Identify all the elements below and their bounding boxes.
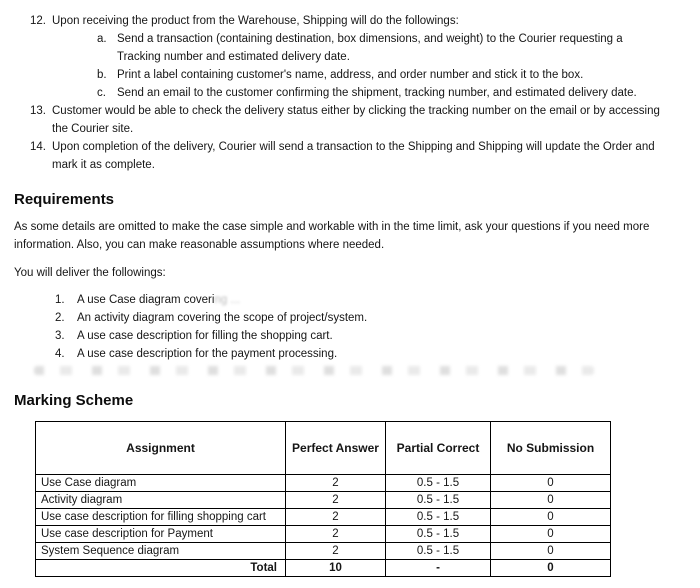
deliverable-text: A use case description for filling the shopping cart. xyxy=(77,330,333,342)
table-cell: Use case description for filling shopping cart xyxy=(36,509,286,526)
deliverable-item xyxy=(55,291,666,309)
list-text: Customer would be able to check the delivery status either by clicking the tracking number on the email or by accessing the Courier site. xyxy=(52,105,660,135)
table-total-row xyxy=(36,560,611,577)
list-number: 2. xyxy=(55,312,65,324)
table-cell: 0.5 - 1.5 xyxy=(386,475,491,492)
marking-table xyxy=(35,421,611,577)
list-number: 13. xyxy=(30,105,46,117)
list-item xyxy=(30,138,666,174)
list-text: Upon completion of the delivery, Courier will send a transaction to the Shipping and Shipping will update the Order and mark it as complete. xyxy=(52,141,655,171)
requirements-heading: Requirements xyxy=(14,191,115,208)
table-header-row xyxy=(36,422,611,475)
table-cell: 10 xyxy=(286,560,386,577)
table-cell: Activity diagram xyxy=(36,492,286,509)
list-item xyxy=(30,12,666,30)
table-cell: 2 xyxy=(286,492,386,509)
sub-list-text: Send a transaction (containing destination, box dimensions, and weight) to the Courier requesting a Tracking number and estimated delivery date. xyxy=(117,33,623,63)
table-cell: 0.5 - 1.5 xyxy=(386,492,491,509)
deliverable-item xyxy=(55,309,666,327)
redaction-smudge xyxy=(34,366,594,375)
table-cell: 0 xyxy=(491,526,611,543)
table-header-cell: Partial Correct xyxy=(386,422,491,475)
list-number: 14. xyxy=(30,141,46,153)
table-row xyxy=(36,475,611,492)
table-row xyxy=(36,543,611,560)
deliverable-item xyxy=(55,327,666,345)
deliverable-text: An activity diagram covering the scope of project/system. xyxy=(77,312,368,324)
table-cell-total-label: Total xyxy=(36,560,286,577)
list-item xyxy=(30,102,666,138)
list-number: 4. xyxy=(55,348,65,360)
list-text xyxy=(77,291,666,309)
table-cell: 2 xyxy=(286,475,386,492)
table-cell: 0.5 - 1.5 xyxy=(386,526,491,543)
deliverable-text: A use case description for the payment processing. xyxy=(77,348,338,360)
sub-list-text: Send an email to the customer confirming the shipment, tracking number, and estimated delivery date. xyxy=(117,87,637,99)
table-row xyxy=(36,492,611,509)
table-row xyxy=(36,526,611,543)
table-cell: 2 xyxy=(286,543,386,560)
deliverables-intro: You will deliver the followings: xyxy=(14,267,166,279)
table-cell: 2 xyxy=(286,526,386,543)
sub-list-item xyxy=(97,30,666,66)
list-number: 3. xyxy=(55,330,65,342)
sub-list-letter: a. xyxy=(97,33,107,45)
list-number: 12. xyxy=(30,15,46,27)
table-header-cell: Assignment xyxy=(36,422,286,475)
sub-list-text: Print a label containing customer's name, address, and order number and stick it to the box. xyxy=(117,69,584,81)
deliverable-text: A use Case diagram coveri xyxy=(77,294,215,306)
table-cell: Use case description for Payment xyxy=(36,526,286,543)
deliverable-item xyxy=(55,345,666,363)
table-cell: 0 xyxy=(491,475,611,492)
table-cell: 0 xyxy=(491,492,611,509)
table-cell: 2 xyxy=(286,509,386,526)
sub-list-letter: b. xyxy=(97,69,107,81)
table-header-cell: No Submission xyxy=(491,422,611,475)
list-text: Upon receiving the product from the Warehouse, Shipping will do the followings: xyxy=(52,15,459,27)
requirements-paragraph: As some details are omitted to make the case simple and workable with in the time limit, ask your questions if you need more information. Also, you can make reasonable assumptions where needed. xyxy=(14,221,650,251)
table-row xyxy=(36,509,611,526)
sub-list-item xyxy=(97,84,666,102)
table-cell: - xyxy=(386,560,491,577)
table-cell: 0 xyxy=(491,509,611,526)
table-cell: 0 xyxy=(491,560,611,577)
table-cell: 0.5 - 1.5 xyxy=(386,509,491,526)
marking-scheme-heading: Marking Scheme xyxy=(14,392,134,409)
redaction-faded-text: ng ... xyxy=(214,294,241,306)
table-cell: 0.5 - 1.5 xyxy=(386,543,491,560)
list-number: 1. xyxy=(55,294,65,306)
table-header-cell: Perfect Answer xyxy=(286,422,386,475)
table-cell: System Sequence diagram xyxy=(36,543,286,560)
table-cell: 0 xyxy=(491,543,611,560)
sub-list-letter: c. xyxy=(97,87,106,99)
sub-list-item xyxy=(97,66,666,84)
table-cell: Use Case diagram xyxy=(36,475,286,492)
